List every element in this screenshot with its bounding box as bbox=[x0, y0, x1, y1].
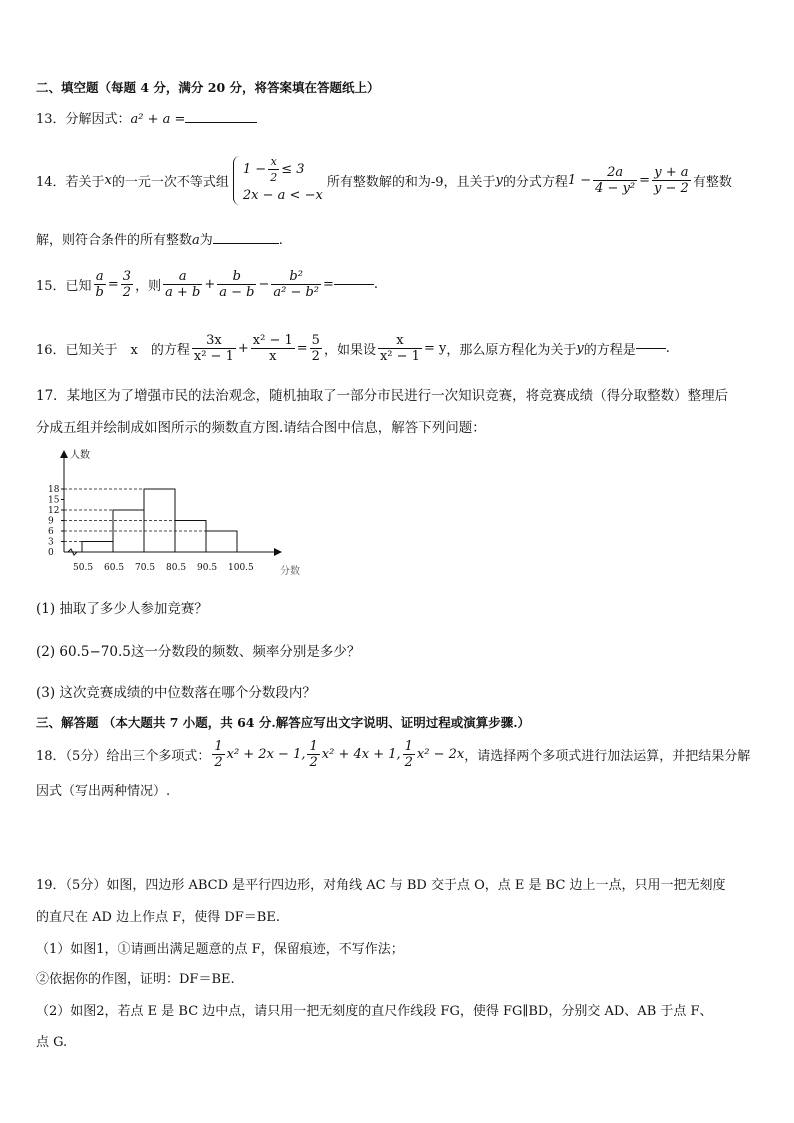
question-19-line-3: （1）如图1，①请画出满足题意的点 F，保留痕迹，不写作法； bbox=[36, 942, 404, 957]
q18-half-2: $\frac{1}{2}$ bbox=[309, 738, 318, 770]
q14-answer-blank bbox=[213, 243, 279, 244]
question-17-sub-1: (1) 抽取了多少人参加竞赛？ bbox=[36, 601, 208, 617]
q18-suffix: ，请选择两个多项式进行加法运算，并把结果分解 bbox=[464, 748, 751, 764]
y-tick-label: 12 bbox=[48, 506, 60, 516]
q18-half-3: $\frac{1}{2}$ bbox=[404, 738, 413, 770]
q14-line2-text: 解，则符合条件的所有整数 bbox=[36, 233, 193, 248]
q14-text-2: 所有整数解的和为-9，且关于 bbox=[326, 174, 496, 190]
q16-substitution-fraction: $\frac{x}{\text{x² − 1}}$ bbox=[379, 332, 420, 364]
q16-fraction-2: $\frac{\text{x² − 1}}{x}$ bbox=[252, 332, 293, 364]
q14-suffix: 有整数 bbox=[692, 174, 732, 190]
x-tick-label: 60.5 bbox=[104, 563, 125, 573]
y-tick-label: 0 bbox=[48, 548, 54, 558]
y-tick-label: 15 bbox=[48, 495, 60, 506]
question-17-sub-2: (2) 60.5−70.5这一分数段的频数、频率分别是多少？ bbox=[36, 644, 361, 660]
x-axis-label: 分数 bbox=[280, 566, 300, 577]
x-tick-label: 80.5 bbox=[166, 563, 187, 573]
histogram-bar bbox=[206, 531, 237, 552]
y-tick-label: 3 bbox=[48, 537, 54, 548]
q14-inequality-system bbox=[233, 154, 323, 207]
q15-answer-blank bbox=[334, 284, 374, 285]
q16-prefix: 16．已知关于 x 的方程 bbox=[36, 342, 190, 358]
q15-fraction-3: $\frac{\text{b²}}{\text{a² − b²}}$ bbox=[273, 268, 320, 300]
histogram-bar bbox=[82, 542, 113, 553]
q14-left-brace bbox=[233, 156, 240, 205]
y-axis-label: 人数 bbox=[70, 450, 90, 461]
question-15: 15．已知 $\frac{a}{b}$ = $\frac{3}{2}$ ，则 $\frac{a}{a + b}$ + $\frac{b}{a - b}$ − $\frac{\text{b²}}{\text{a² − b²}}$ = . bbox=[36, 268, 379, 300]
section-heading-solve: 三、解答题 （本大题共 7 小题，共 64 分.解答应写出文字说明、证明过程或演算步骤.） bbox=[36, 715, 531, 730]
q18-polynomial-3: x² − 2x bbox=[416, 746, 465, 762]
q18-polynomial-1: x² + 2x − 1, bbox=[226, 746, 306, 762]
q14-line2-mid: 为 bbox=[199, 233, 213, 248]
q18-prefix: 18．（5分）给出三个多项式： bbox=[36, 748, 211, 764]
q14-text-3: 的分式方程 bbox=[502, 174, 568, 190]
question-19-line-6: 点 G. bbox=[36, 1035, 68, 1050]
q16-fraction-1: $\frac{3x}{\text{x² − 1}}$ bbox=[193, 332, 234, 364]
question-13 bbox=[36, 108, 257, 127]
q13-expression: a² + a = bbox=[130, 112, 186, 127]
q14-var-y: y bbox=[495, 172, 503, 188]
q14-equals: = bbox=[639, 172, 651, 188]
question-18 bbox=[36, 732, 750, 776]
question-18-line-2: 因式（写出两种情况）. bbox=[36, 784, 171, 799]
q14-var-x: x bbox=[104, 172, 112, 188]
question-19-line-1: 19．（5分）如图，四边形 ABCD 是平行四边形，对角线 AC 与 BD 交于点 O，点 E 是 BC 边上一点，只用一把无刻度 bbox=[36, 878, 726, 893]
q16-var-y: y bbox=[576, 340, 584, 356]
y-axis-arrow bbox=[60, 450, 68, 458]
question-16: 16．已知关于 x 的方程 $\frac{3x}{\text{x² − 1}}$ + $\frac{\text{x² − 1}}{x}$ = $\frac{5}{2}$ ，如果设 $\frac{x}{\text{x² − 1}}$ = y ，那么原方程化为关于 y 的方程是 . bbox=[36, 332, 670, 364]
q14-var-a: a bbox=[192, 233, 200, 248]
question-19-line-5: （2）如图2，若点 E 是 BC 边中点，请只用一把无刻度的直尺作线段 FG，使得 FG∥BD，分别交 AD、AB 于点 F、 bbox=[36, 1004, 713, 1019]
q14-prefix: 14．若关于 bbox=[36, 174, 105, 190]
question-17-line-2: 分成五组并绘制成如图所示的频数直方图.请结合图中信息，解答下列问题： bbox=[36, 420, 486, 436]
q14-text-1: 的一元一次不等式组 bbox=[111, 174, 229, 190]
frequency-histogram bbox=[36, 448, 300, 578]
q15-given-value: $\frac{3}{2}$ bbox=[122, 268, 132, 300]
x-tick-label: 50.5 bbox=[73, 563, 94, 573]
question-14-line-2: 解，则符合条件的所有整数a为 . bbox=[36, 233, 283, 248]
x-tick-label: 90.5 bbox=[197, 563, 218, 573]
y-tick-label: 18 bbox=[48, 485, 60, 495]
x-tick-label: 70.5 bbox=[135, 563, 156, 573]
question-14 bbox=[36, 150, 732, 210]
q18-polynomial-2: x² + 4x + 1, bbox=[321, 746, 401, 762]
section-heading-fill-blank: 二、填空题（每题 4 分，满分 20 分，将答案填在答题纸上） bbox=[36, 80, 380, 95]
q14-equation-fraction-1: $\frac{2a}{\text{4 − y²}}$ bbox=[595, 164, 636, 196]
q15-given-fraction: $\frac{a}{b}$ bbox=[95, 268, 104, 300]
question-19-line-2: 的直尺在 AD 边上作点 F，使得 DF＝BE. bbox=[36, 910, 280, 925]
q15-fraction-2: $\frac{b}{a - b}$ bbox=[219, 268, 255, 300]
y-tick-label: 9 bbox=[48, 516, 54, 527]
question-19-line-4: ②依据你的作图，证明：DF＝BE. bbox=[36, 972, 235, 987]
q16-answer-blank bbox=[636, 348, 666, 349]
y-tick-label: 6 bbox=[48, 527, 54, 537]
q15-fraction-1: $\frac{a}{a + b}$ bbox=[165, 268, 201, 300]
q13-answer-blank bbox=[185, 122, 257, 123]
question-17-line-1: 17．某地区为了增强市民的法治观念，随机抽取了一部分市民进行一次知识竞赛，将竞赛成绩（得分取整数）整理后 bbox=[36, 388, 729, 404]
q15-prefix: 15．已知 bbox=[36, 278, 92, 294]
q14-inequality-1: 1 − $\frac{x}{2}$ ≤ 3 bbox=[242, 154, 305, 184]
q18-half-1: $\frac{1}{2}$ bbox=[214, 738, 223, 770]
q16-fraction-3: $\frac{5}{2}$ bbox=[311, 332, 320, 364]
x-tick-label: 100.5 bbox=[228, 563, 254, 573]
q14-inequality-2: 2x − a < −x bbox=[242, 187, 323, 203]
x-axis-arrow bbox=[274, 548, 282, 556]
question-17-sub-3: (3) 这次竞赛成绩的中位数落在哪个分数段内？ bbox=[36, 685, 316, 701]
q14-equation-one: 1 − bbox=[567, 172, 592, 188]
histogram-bar bbox=[175, 521, 206, 553]
q14-equation-fraction-2: $\frac{y + a}{y - 2}$ bbox=[654, 164, 689, 196]
q13-prefix: 13．分解因式： bbox=[36, 112, 131, 127]
